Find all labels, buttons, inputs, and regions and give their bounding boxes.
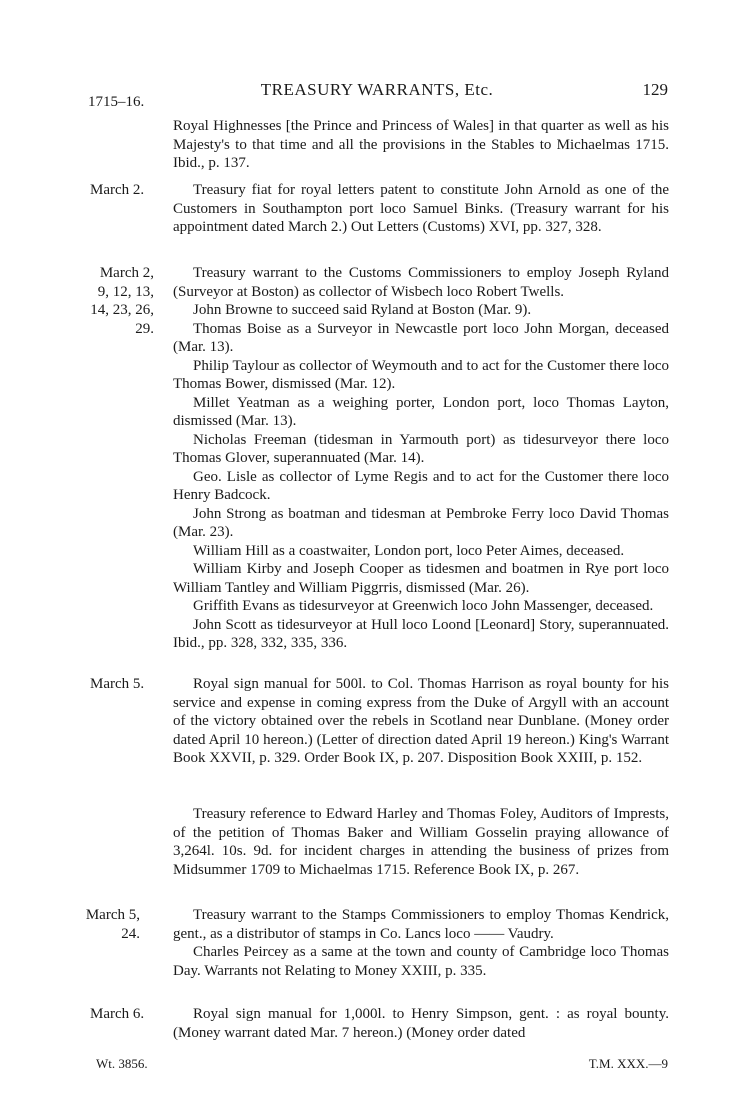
footer-print-code: Wt. 3856.: [96, 1056, 148, 1071]
paragraph: John Scott as tidesurveyor at Hull loco Loond [Leonard] Story, superannuated. Ibid., pp. 328, 332, 335, 336.: [173, 616, 669, 651]
margin-dates: [84, 906, 140, 943]
margin-line: March 2,: [99, 265, 154, 281]
margin-line: 14, 23, 26,: [90, 302, 154, 318]
entry-text: [173, 264, 669, 653]
paragraph: Millet Yeatman as a weighing porter, London port, loco Thomas Layton, dismissed (Mar. 13).: [173, 394, 669, 429]
paragraph: John Browne to succeed said Ryland at Boston (Mar. 9).: [193, 302, 532, 318]
paragraph: Treasury warrant to the Customs Commissioners to employ Joseph Ryland (Surveyor at Boston) as collector of Wisbech loco Robert Twells.: [173, 265, 669, 300]
paragraph: Geo. Lisle as collector of Lyme Regis and to act for the Customer there loco Henry Badcock.: [173, 468, 669, 503]
paragraph: William Kirby and Joseph Cooper as tidesmen and boatmen in Rye port loco William Tantley and William Piggrris, dismissed (Mar. 26).: [173, 561, 669, 596]
paragraph: Royal Highnesses [the Prince and Princess of Wales] in that quarter as well as his Majesty's to that time and all the provisions in the Stables to Michaelmas 1715. Ibid., p. 137.: [173, 118, 669, 171]
margin-line: 29.: [135, 320, 154, 337]
paragraph: Thomas Boise as a Surveyor in Newcastle port loco John Morgan, deceased (Mar. 13).: [173, 320, 669, 355]
paragraph: Treasury warrant to the Stamps Commissioners to employ Thomas Kendrick, gent., as a distributor of stamps in Co. Lancs loco —— Vaudry.: [173, 907, 669, 942]
entry-text: [173, 675, 669, 768]
paragraph: Treasury fiat for royal letters patent to constitute John Arnold as one of the Customers in Southampton port loco Samuel Binks. (Treasury warrant for his appointment dated March 2.) Out Letters (Customs) XVI, pp. 327, 328.: [173, 182, 669, 235]
paragraph: Royal sign manual for 500l. to Col. Thomas Harrison as royal bounty for his service and expense in coming express from the Duke of Argyll with an account of the victory obtained over the rebels in Scotland near Dunblane. (Money order dated April 10 hereon.) (Letter of direction dated April 19 hereon.) King's Warrant Book XXVII, p. 329. Order Book IX, p. 207. Disposition Book XXIII, p. 152.: [173, 676, 669, 766]
margin-line: 24.: [121, 925, 140, 942]
page-number: 129: [642, 80, 668, 99]
paragraph: Nicholas Freeman (tidesman in Yarmouth port) as tidesurveyor there loco Thomas Glover, superannuated (Mar. 14).: [173, 431, 669, 466]
header-date: 1715–16.: [88, 94, 145, 110]
paragraph: Griffith Evans as tidesurveyor at Greenwich loco John Massenger, deceased.: [193, 598, 654, 614]
paragraph: Philip Taylour as collector of Weymouth and to act for the Customer there loco Thomas Bower, dismissed (Mar. 12).: [173, 357, 669, 392]
margin-date: March 5.: [90, 676, 145, 692]
entry-text: [173, 805, 669, 879]
footer-volume: T.M. XXX.—9: [588, 1056, 668, 1071]
margin-line: March 5,: [85, 907, 140, 923]
paragraph: Charles Peircey as a same at the town and county of Cambridge loco Thomas Day. Warrants not Relating to Money XXIII, p. 335.: [173, 944, 669, 979]
paragraph: John Strong as boatman and tidesman at Pembroke Ferry loco David Thomas (Mar. 23).: [173, 505, 669, 540]
margin-date: March 2.: [90, 182, 145, 198]
paragraph: William Hill as a coastwaiter, London port, loco Peter Aimes, deceased.: [193, 542, 625, 559]
margin-line: 9, 12, 13,: [97, 283, 154, 300]
entry-text: [173, 1005, 669, 1042]
header-title: TREASURY WARRANTS, Etc.: [260, 80, 494, 99]
margin-date: March 6.: [90, 1006, 145, 1022]
paragraph: Treasury reference to Edward Harley and Thomas Foley, Auditors of Imprests, of the petition of Thomas Baker and William Gosselin praying allowance of 3,264l. 10s. 9d. for incident charges in attending the business of prizes from Midsummer 1709 to Michaelmas 1715. Reference Book IX, p. 267.: [173, 806, 669, 878]
entry-text: [173, 181, 669, 237]
entry-text: [173, 906, 669, 980]
margin-dates: [84, 264, 154, 338]
entry-text: [173, 117, 669, 173]
paragraph: Royal sign manual for 1,000l. to Henry Simpson, gent. : as royal bounty. (Money warrant dated Mar. 7 hereon.) (Money order dated: [173, 1006, 669, 1041]
